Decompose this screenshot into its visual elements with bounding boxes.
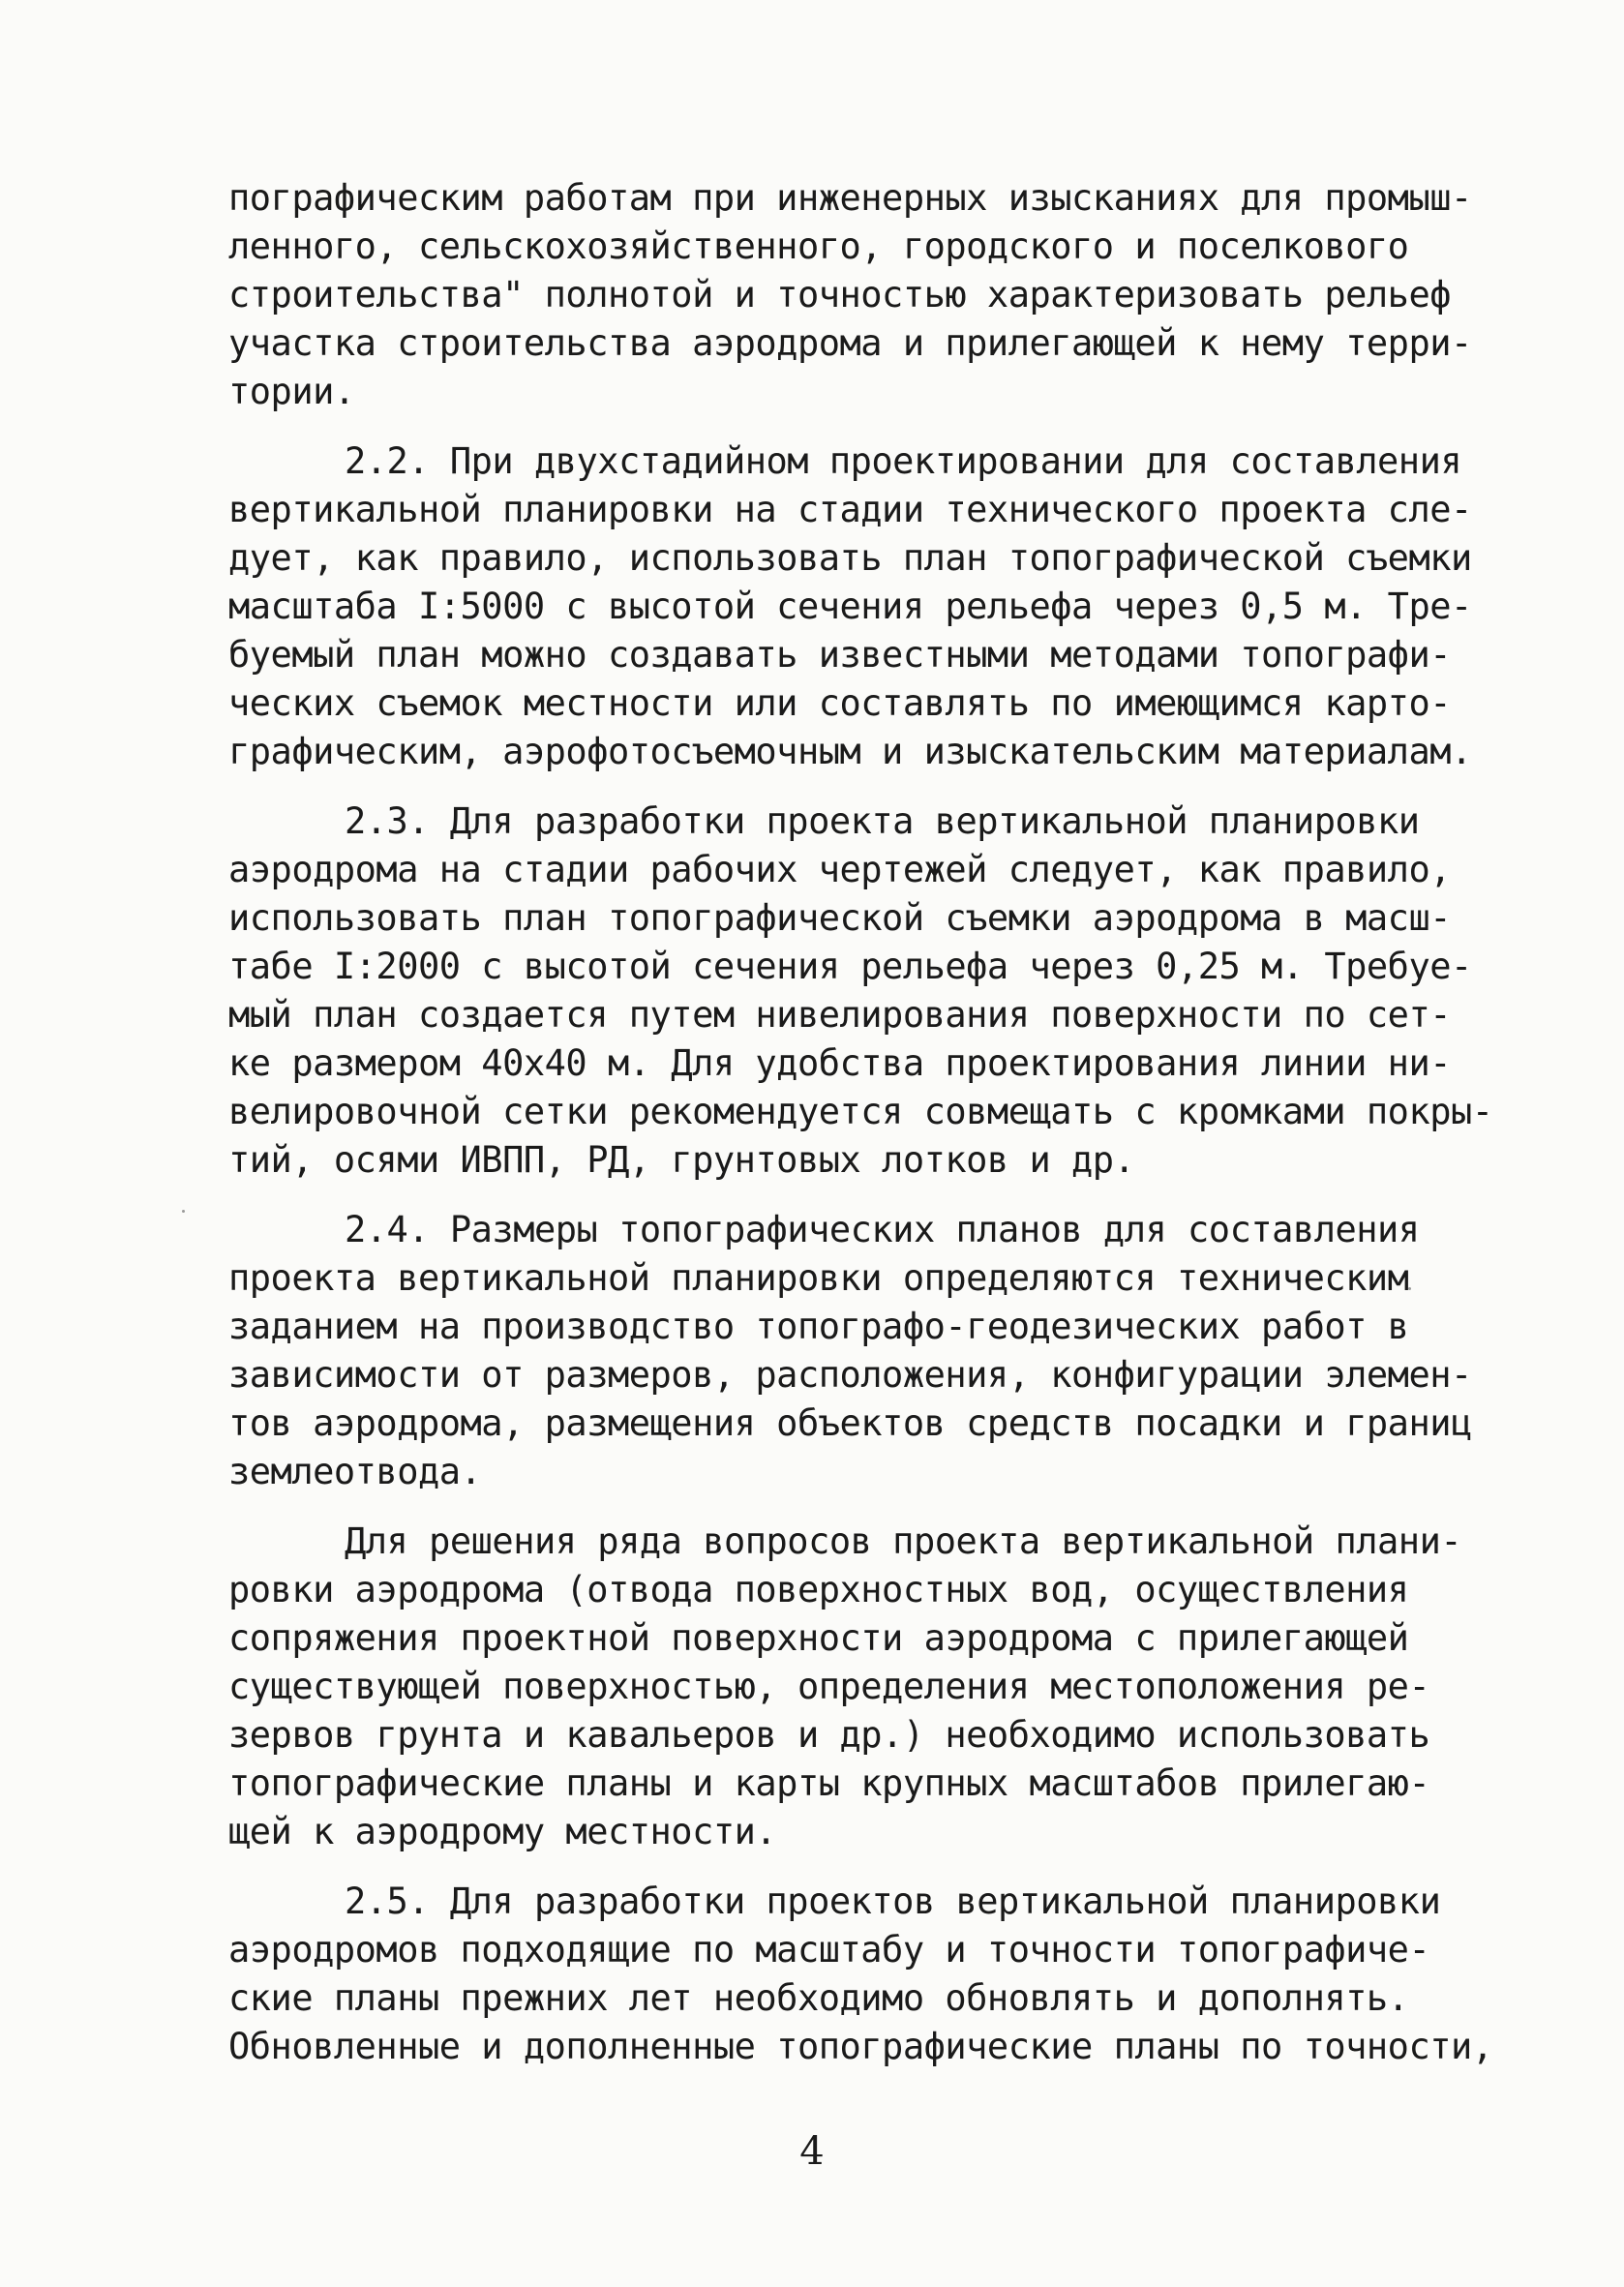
text-line: масштаба I:5000 с высотой сечения рельефа через 0,5 м. Тре- [228,586,1472,627]
text-line: велировочной сетки рекомендуется совмещать с кромками покры- [228,1091,1493,1132]
text-line: мый план создается путем нивелирования поверхности по сет- [228,994,1452,1036]
text-line: существующей поверхностью, определения местоположения ре- [228,1666,1430,1707]
text-line: строительства" полнотой и точностью характеризовать рельеф [228,274,1452,316]
text-line: проекта вертикальной планировки определяются техническим [228,1257,1409,1299]
text-line: 2.5. Для разработки проектов вертикальной планировки [345,1881,1441,1922]
text-line: вертикальной планировки на стадии технического проекта сле- [228,489,1472,530]
text-line: табе I:2000 с высотой сечения рельефа через 0,25 м. Требуе- [228,946,1472,987]
scan-speck [182,1210,185,1213]
text-line: Для решения ряда вопросов проекта вертикальной плани- [345,1520,1462,1562]
text-line: тий, осями ИВПП, РД, грунтовых лотков и др. [228,1139,1135,1181]
text-line: графическим, аэрофотосъемочным и изыскательским материалам. [228,731,1472,772]
text-line: ленного, сельскохозяйственного, городского и поселкового [228,226,1409,267]
text-line: 2.2. При двухстадийном проектировании для составления [345,440,1462,482]
paragraph-continuation [228,174,1472,416]
text-line: заданием на производство топографо-геодезических работ в [228,1306,1409,1347]
paragraph-2-3 [228,797,1493,1185]
text-line: ровки аэродрома (отвода поверхностных вод, осуществления [228,1569,1409,1610]
page-number: 4 [799,2129,825,2174]
paragraph-2-4 [228,1206,1472,1496]
text-line: ке размером 40х40 м. Для удобства проектирования линии ни- [228,1042,1452,1084]
text-line: использовать план топографической съемки аэродрома в масш- [228,897,1452,939]
text-line: Обновленные и дополненные топографические планы по точности, [228,2026,1493,2067]
text-line: сопряжения проектной поверхности аэродрома с прилегающей [228,1617,1409,1659]
text-line: 2.3. Для разработки проекта вертикальной планировки [345,800,1420,842]
text-line: тов аэродрома, размещения объектов средств посадки и границ [228,1402,1472,1444]
text-line: землеотвода. [228,1451,482,1492]
text-line: аэродромов подходящие по масштабу и точности топографиче- [228,1929,1430,1971]
text-line: пографическим работам при инженерных изысканиях для промыш- [228,177,1472,219]
text-line: тории. [228,371,355,412]
scan-speck [1408,1287,1411,1290]
paragraph-2-5 [228,1878,1493,2071]
text-line: ские планы прежних лет необходимо обновлять и дополнять. [228,1977,1409,2019]
text-line: участка строительства аэродрома и прилегающей к нему терри- [228,322,1472,364]
paragraph-2-2 [228,437,1472,776]
text-line: щей к аэродрому местности. [228,1811,777,1852]
text-line: ческих съемок местности или составлять по имеющимся карто- [228,682,1452,724]
text-line: аэродрома на стадии рабочих чертежей следует, как правило, [228,849,1452,890]
text-line: топографические планы и карты крупных масштабов прилегаю- [228,1762,1430,1804]
text-line: дует, как правило, использовать план топографической съемки [228,537,1472,579]
body-text [228,174,1493,2071]
text-line: буемый план можно создавать известными методами топографи- [228,634,1452,676]
text-line: 2.4. Размеры топографических планов для составления [345,1209,1420,1250]
paragraph-2-4-continued [228,1518,1462,1856]
text-line: зервов грунта и кавальеров и др.) необходимо использовать [228,1714,1430,1756]
text-line: зависимости от размеров, расположения, конфигурации элемен- [228,1354,1472,1396]
